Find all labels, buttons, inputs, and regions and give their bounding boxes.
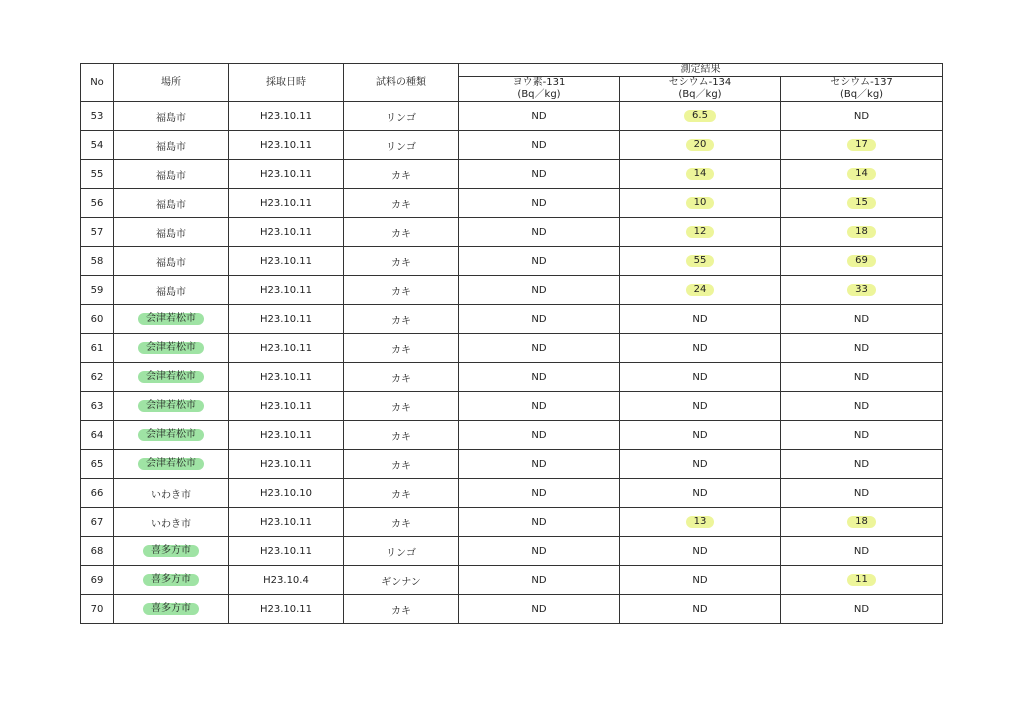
row-no-value: 57 (90, 226, 104, 238)
row-date (229, 334, 344, 363)
table-row (81, 102, 943, 131)
row-cs137 (781, 131, 943, 160)
row-cs134 (620, 450, 781, 479)
row-i131 (459, 247, 620, 276)
row-cs137-value: 69 (847, 255, 876, 267)
table-row (81, 276, 943, 305)
row-cs137-value: ND (853, 400, 870, 412)
row-i131-value: ND (531, 371, 547, 383)
row-cs134-value: 6.5 (684, 110, 716, 122)
row-sample-type-value: カキ (391, 373, 411, 385)
row-location (114, 160, 229, 189)
row-i131-value: ND (531, 400, 547, 412)
row-location (114, 131, 229, 160)
row-cs137-value: 18 (847, 226, 876, 238)
row-sample-type (344, 595, 459, 624)
row-cs137-value: ND (853, 342, 870, 354)
row-i131 (459, 450, 620, 479)
row-date (229, 479, 344, 508)
row-no-value: 67 (90, 516, 104, 528)
row-i131 (459, 305, 620, 334)
row-date-value: H23.10.10 (259, 487, 313, 499)
row-i131 (459, 537, 620, 566)
row-i131 (459, 479, 620, 508)
header-cs134-unit: (Bq／kg) (678, 89, 722, 100)
row-sample-type (344, 450, 459, 479)
row-date (229, 218, 344, 247)
row-cs134-value: ND (692, 574, 708, 586)
header-cs134 (620, 77, 781, 102)
row-i131 (459, 508, 620, 537)
row-location (114, 102, 229, 131)
row-sample-type-value: カキ (391, 402, 411, 414)
row-sample-type (344, 160, 459, 189)
row-date-value: H23.10.11 (259, 226, 313, 238)
row-sample-type (344, 305, 459, 334)
row-cs134 (620, 305, 781, 334)
row-cs137 (781, 508, 943, 537)
row-cs137 (781, 537, 943, 566)
row-location-value: 福島市 (156, 286, 186, 298)
row-location (114, 421, 229, 450)
row-date-value: H23.10.4 (263, 574, 309, 586)
row-sample-type-value: カキ (391, 518, 411, 530)
row-i131-value: ND (531, 487, 547, 499)
row-location-value: いわき市 (151, 518, 191, 530)
row-date (229, 102, 344, 131)
row-date-value: H23.10.11 (259, 545, 313, 557)
header-date: 採取日時 (229, 64, 344, 102)
row-location-value: 喜多方市 (143, 545, 199, 557)
row-cs137 (781, 160, 943, 189)
row-cs137-value: 17 (847, 139, 876, 151)
row-date-value: H23.10.11 (259, 110, 313, 122)
row-cs134 (620, 247, 781, 276)
row-cs134-value: ND (692, 371, 708, 383)
row-date (229, 131, 344, 160)
row-date-value: H23.10.11 (259, 400, 313, 412)
row-cs134-value: ND (692, 487, 708, 499)
row-no (81, 102, 114, 131)
row-no (81, 566, 114, 595)
row-cs137-value: 18 (847, 516, 876, 528)
row-date (229, 508, 344, 537)
row-cs134 (620, 566, 781, 595)
row-no (81, 479, 114, 508)
row-cs134 (620, 276, 781, 305)
row-sample-type (344, 334, 459, 363)
row-cs134 (620, 421, 781, 450)
row-i131-value: ND (531, 429, 547, 441)
row-cs134 (620, 595, 781, 624)
table-row (81, 508, 943, 537)
row-i131-value: ND (531, 255, 547, 267)
row-i131 (459, 189, 620, 218)
row-no (81, 450, 114, 479)
row-sample-type-value: リンゴ (386, 141, 416, 153)
row-location (114, 392, 229, 421)
row-date (229, 305, 344, 334)
row-location (114, 363, 229, 392)
row-cs137 (781, 189, 943, 218)
row-cs134 (620, 537, 781, 566)
row-date-value: H23.10.11 (259, 255, 313, 267)
row-sample-type (344, 392, 459, 421)
header-cs134-label: セシウム-134 (668, 77, 732, 88)
row-cs134 (620, 102, 781, 131)
table-row (81, 392, 943, 421)
row-cs134 (620, 363, 781, 392)
row-no (81, 537, 114, 566)
row-no-value: 54 (90, 139, 104, 151)
row-date-value: H23.10.11 (259, 603, 313, 615)
row-date (229, 450, 344, 479)
row-no (81, 276, 114, 305)
row-sample-type-value: カキ (391, 460, 411, 472)
row-no (81, 247, 114, 276)
row-location (114, 595, 229, 624)
row-cs134-value: 20 (686, 139, 715, 151)
row-cs134 (620, 160, 781, 189)
row-i131 (459, 131, 620, 160)
header-cs137 (781, 77, 943, 102)
row-no (81, 160, 114, 189)
table-row (81, 218, 943, 247)
row-location-value: 会津若松市 (138, 313, 204, 325)
row-cs134-value: ND (692, 545, 708, 557)
table-row (81, 334, 943, 363)
row-no-value: 53 (90, 110, 104, 122)
row-location-value: 会津若松市 (138, 342, 204, 354)
row-sample-type-value: カキ (391, 431, 411, 443)
row-cs137 (781, 102, 943, 131)
table-row (81, 189, 943, 218)
row-no (81, 218, 114, 247)
row-date (229, 566, 344, 595)
row-location (114, 566, 229, 595)
row-cs137-value: 14 (847, 168, 876, 180)
table-row (81, 479, 943, 508)
row-no-value: 63 (90, 400, 104, 412)
row-sample-type (344, 102, 459, 131)
row-sample-type (344, 479, 459, 508)
row-no-value: 62 (90, 371, 104, 383)
row-sample-type-value: リンゴ (386, 547, 416, 559)
row-cs137 (781, 305, 943, 334)
row-no (81, 421, 114, 450)
row-date-value: H23.10.11 (259, 197, 313, 209)
row-location-value: 会津若松市 (138, 371, 204, 383)
header-no: No (81, 64, 114, 102)
header-sample-type: 試料の種類 (344, 64, 459, 102)
row-cs134 (620, 218, 781, 247)
row-date-value: H23.10.11 (259, 371, 313, 383)
row-i131 (459, 421, 620, 450)
row-i131-value: ND (531, 603, 547, 615)
row-sample-type (344, 131, 459, 160)
row-cs134-value: 12 (686, 226, 715, 238)
row-cs134-value: ND (692, 458, 708, 470)
row-sample-type-value: カキ (391, 489, 411, 501)
table-row (81, 160, 943, 189)
row-location-value: 福島市 (156, 228, 186, 240)
table-row (81, 421, 943, 450)
row-no-value: 65 (90, 458, 104, 470)
row-no (81, 508, 114, 537)
row-i131-value: ND (531, 168, 547, 180)
row-sample-type-value: カキ (391, 257, 411, 269)
row-cs137 (781, 276, 943, 305)
row-i131 (459, 218, 620, 247)
header-i131-label: ヨウ素-131 (512, 77, 566, 88)
row-cs137 (781, 595, 943, 624)
row-cs134-value: ND (692, 603, 708, 615)
row-date (229, 537, 344, 566)
row-location-value: 喜多方市 (143, 574, 199, 586)
row-cs137 (781, 247, 943, 276)
row-sample-type-value: カキ (391, 228, 411, 240)
row-sample-type (344, 421, 459, 450)
row-no-value: 60 (90, 313, 104, 325)
row-date (229, 363, 344, 392)
row-cs134-value: 24 (686, 284, 715, 296)
row-cs137 (781, 334, 943, 363)
row-i131-value: ND (531, 110, 547, 122)
row-date-value: H23.10.11 (259, 139, 313, 151)
row-location (114, 537, 229, 566)
row-date (229, 189, 344, 218)
row-no-value: 59 (90, 284, 104, 296)
row-location-value: いわき市 (151, 489, 191, 501)
row-cs137-value: ND (853, 110, 870, 122)
row-i131-value: ND (531, 516, 547, 528)
row-i131-value: ND (531, 574, 547, 586)
row-cs137-value: 15 (847, 197, 876, 209)
row-date (229, 392, 344, 421)
row-location-value: 会津若松市 (138, 400, 204, 412)
row-location-value: 福島市 (156, 257, 186, 269)
row-sample-type (344, 566, 459, 595)
row-cs137-value: ND (853, 371, 870, 383)
row-sample-type-value: カキ (391, 286, 411, 298)
row-i131 (459, 566, 620, 595)
row-i131 (459, 595, 620, 624)
row-no-value: 66 (90, 487, 104, 499)
row-cs137-value: ND (853, 458, 870, 470)
row-cs134 (620, 189, 781, 218)
row-cs137-value: ND (853, 429, 870, 441)
row-sample-type (344, 247, 459, 276)
row-no-value: 70 (90, 603, 104, 615)
row-cs137-value: 33 (847, 284, 876, 296)
row-sample-type (344, 508, 459, 537)
row-no (81, 363, 114, 392)
row-cs134-value: ND (692, 342, 708, 354)
row-cs137-value: ND (853, 313, 870, 325)
row-sample-type-value: リンゴ (386, 112, 416, 124)
row-cs137 (781, 479, 943, 508)
row-sample-type (344, 537, 459, 566)
row-date-value: H23.10.11 (259, 516, 313, 528)
row-sample-type-value: カキ (391, 605, 411, 617)
row-i131-value: ND (531, 545, 547, 557)
row-cs134-value: ND (692, 429, 708, 441)
row-date (229, 595, 344, 624)
row-sample-type (344, 276, 459, 305)
row-cs134-value: 55 (686, 255, 715, 267)
row-cs134-value: 10 (686, 197, 715, 209)
row-no (81, 189, 114, 218)
row-cs134 (620, 508, 781, 537)
row-no (81, 334, 114, 363)
row-date (229, 276, 344, 305)
table-row (81, 305, 943, 334)
row-date (229, 247, 344, 276)
row-cs137-value: ND (853, 545, 870, 557)
header-result-group: 測定結果 (459, 64, 943, 77)
row-no (81, 595, 114, 624)
row-i131-value: ND (531, 342, 547, 354)
row-date (229, 160, 344, 189)
row-location (114, 247, 229, 276)
row-no-value: 55 (90, 168, 104, 180)
row-location (114, 479, 229, 508)
header-location: 場所 (114, 64, 229, 102)
row-no (81, 131, 114, 160)
row-cs134 (620, 479, 781, 508)
row-cs137 (781, 566, 943, 595)
row-no-value: 61 (90, 342, 104, 354)
row-i131-value: ND (531, 284, 547, 296)
row-location (114, 218, 229, 247)
row-sample-type (344, 363, 459, 392)
row-cs137-value: ND (853, 603, 870, 615)
row-cs134-value: 13 (686, 516, 715, 528)
row-i131 (459, 276, 620, 305)
row-no (81, 392, 114, 421)
row-no-value: 58 (90, 255, 104, 267)
row-cs137 (781, 421, 943, 450)
measurement-table (80, 63, 943, 624)
row-i131 (459, 363, 620, 392)
row-cs137 (781, 450, 943, 479)
table-row (81, 131, 943, 160)
row-sample-type (344, 189, 459, 218)
table-row (81, 566, 943, 595)
row-location-value: 会津若松市 (138, 429, 204, 441)
table-row (81, 595, 943, 624)
header-cs137-label: セシウム-137 (830, 77, 893, 88)
row-cs134-value: 14 (686, 168, 715, 180)
header-cs137-unit: (Bq／kg) (839, 89, 884, 100)
row-sample-type-value: カキ (391, 315, 411, 327)
row-location-value: 喜多方市 (143, 603, 199, 615)
row-i131-value: ND (531, 226, 547, 238)
row-i131-value: ND (531, 197, 547, 209)
row-sample-type-value: カキ (391, 199, 411, 211)
row-location (114, 276, 229, 305)
row-location (114, 508, 229, 537)
row-date-value: H23.10.11 (259, 458, 313, 470)
table-row (81, 247, 943, 276)
row-location (114, 450, 229, 479)
row-cs134 (620, 392, 781, 421)
row-i131-value: ND (531, 458, 547, 470)
row-location (114, 189, 229, 218)
header-i131 (459, 77, 620, 102)
row-sample-type-value: カキ (391, 170, 411, 182)
row-sample-type-value: カキ (391, 344, 411, 356)
row-i131 (459, 160, 620, 189)
row-date (229, 421, 344, 450)
row-cs137 (781, 363, 943, 392)
row-i131 (459, 102, 620, 131)
row-i131-value: ND (531, 313, 547, 325)
row-i131 (459, 334, 620, 363)
row-date-value: H23.10.11 (259, 429, 313, 441)
row-sample-type (344, 218, 459, 247)
row-date-value: H23.10.11 (259, 313, 313, 325)
row-cs134-value: ND (692, 400, 708, 412)
row-no-value: 68 (90, 545, 104, 557)
table-row (81, 363, 943, 392)
row-no-value: 64 (90, 429, 104, 441)
row-no (81, 305, 114, 334)
row-date-value: H23.10.11 (259, 342, 313, 354)
row-cs134-value: ND (692, 313, 708, 325)
row-location-value: 福島市 (156, 112, 186, 124)
row-cs137 (781, 218, 943, 247)
row-location-value: 会津若松市 (138, 458, 204, 470)
row-no-value: 69 (90, 574, 104, 586)
row-date-value: H23.10.11 (259, 168, 313, 180)
table-body (81, 102, 943, 624)
row-location-value: 福島市 (156, 170, 186, 182)
header-i131-unit: (Bq／kg) (517, 89, 561, 100)
row-location (114, 305, 229, 334)
row-i131 (459, 392, 620, 421)
row-sample-type-value: ギンナン (381, 576, 421, 588)
row-date-value: H23.10.11 (259, 284, 313, 296)
row-location (114, 334, 229, 363)
row-cs134 (620, 334, 781, 363)
row-cs137 (781, 392, 943, 421)
row-cs134 (620, 131, 781, 160)
table-row (81, 450, 943, 479)
row-cs137-value: ND (853, 487, 870, 499)
row-location-value: 福島市 (156, 141, 186, 153)
table-row (81, 537, 943, 566)
row-location-value: 福島市 (156, 199, 186, 211)
row-i131-value: ND (531, 139, 547, 151)
row-cs137-value: 11 (847, 574, 876, 586)
row-no-value: 56 (90, 197, 104, 209)
